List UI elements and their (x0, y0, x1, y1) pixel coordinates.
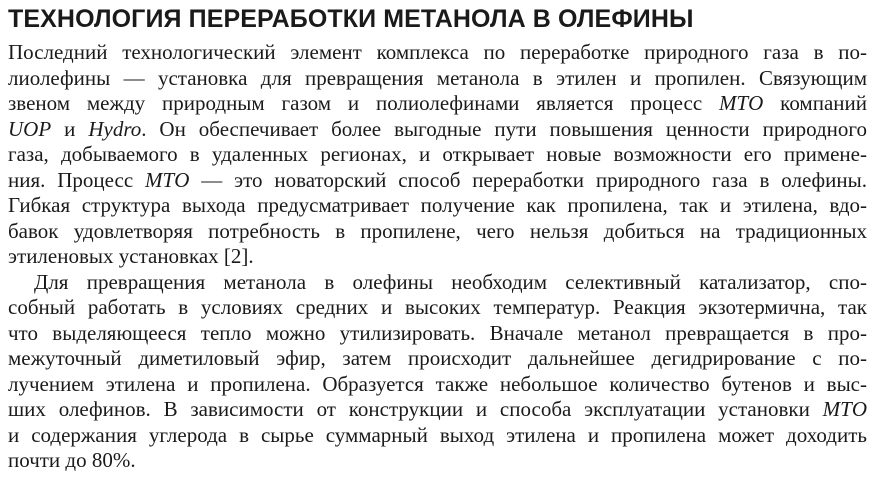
company-name: UOP (8, 116, 52, 141)
text-line: лучением этилена и пропилена. Образуется также небольшое количество бутенов и выс- (8, 371, 867, 396)
paragraph-2 (8, 270, 867, 474)
text-line: Для превращения метанола в олефины необходим селективный катализатор, спо- (34, 269, 867, 294)
text-line: и содержания углерода в сырье суммарный выход этилена и пропилена может доходить (8, 422, 867, 447)
text-line: ших олефинов. В зависимости от конструкции и способа эксплуатации установки МТО (8, 397, 867, 421)
text-line: межуточный диметиловый эфир, затем происходит дальнейшее дегидрирование с по- (8, 346, 867, 370)
text-line: этиленовых установках [2]. (8, 244, 254, 268)
text-line: UOP и Hydro. Он обеспечивает более выгодные пути повышения ценности природного (8, 116, 867, 141)
text-line: ния. Процесс МТО — это новаторский способ переработки природного газа в олефины. (8, 167, 867, 192)
text-line: газа, добываемого в удаленных регионах, и открывает новые возможности его примене- (8, 142, 867, 166)
company-name: Hydro (88, 116, 142, 141)
paragraph-1 (8, 40, 867, 270)
text-line: звеном между природным газом и полиолефинами является процесс МТО компаний (8, 91, 867, 115)
process-name: МТО (145, 167, 190, 192)
text-line: что выделяющееся тепло можно утилизировать. Вначале метанол превращается в про- (8, 320, 867, 345)
text-line: почти до 80%. (8, 448, 136, 472)
text-line: собный работать в условиях средних и высоких температур. Реакция экзотермична, так (8, 295, 867, 319)
text-line: Последний технологический элемент комплекса по переработке природного газа в по- (8, 40, 867, 64)
process-name: МТО (822, 397, 867, 421)
section-heading: ТЕХНОЛОГИЯ ПЕРЕРАБОТКИ МЕТАНОЛА В ОЛЕФИНЫ (8, 5, 694, 33)
text-line: лиолефины — установка для превращения метанола в этилен и пропилен. Связующим (8, 65, 867, 90)
process-name: МТО (719, 91, 764, 115)
text-line: Гибкая структура выхода предусматривает получение как пропилена, так и этилена, вдо- (8, 193, 867, 217)
text-line: бавок удовлетворяя потребность в пропилене, чего нельзя добиться на традиционных (8, 218, 867, 243)
